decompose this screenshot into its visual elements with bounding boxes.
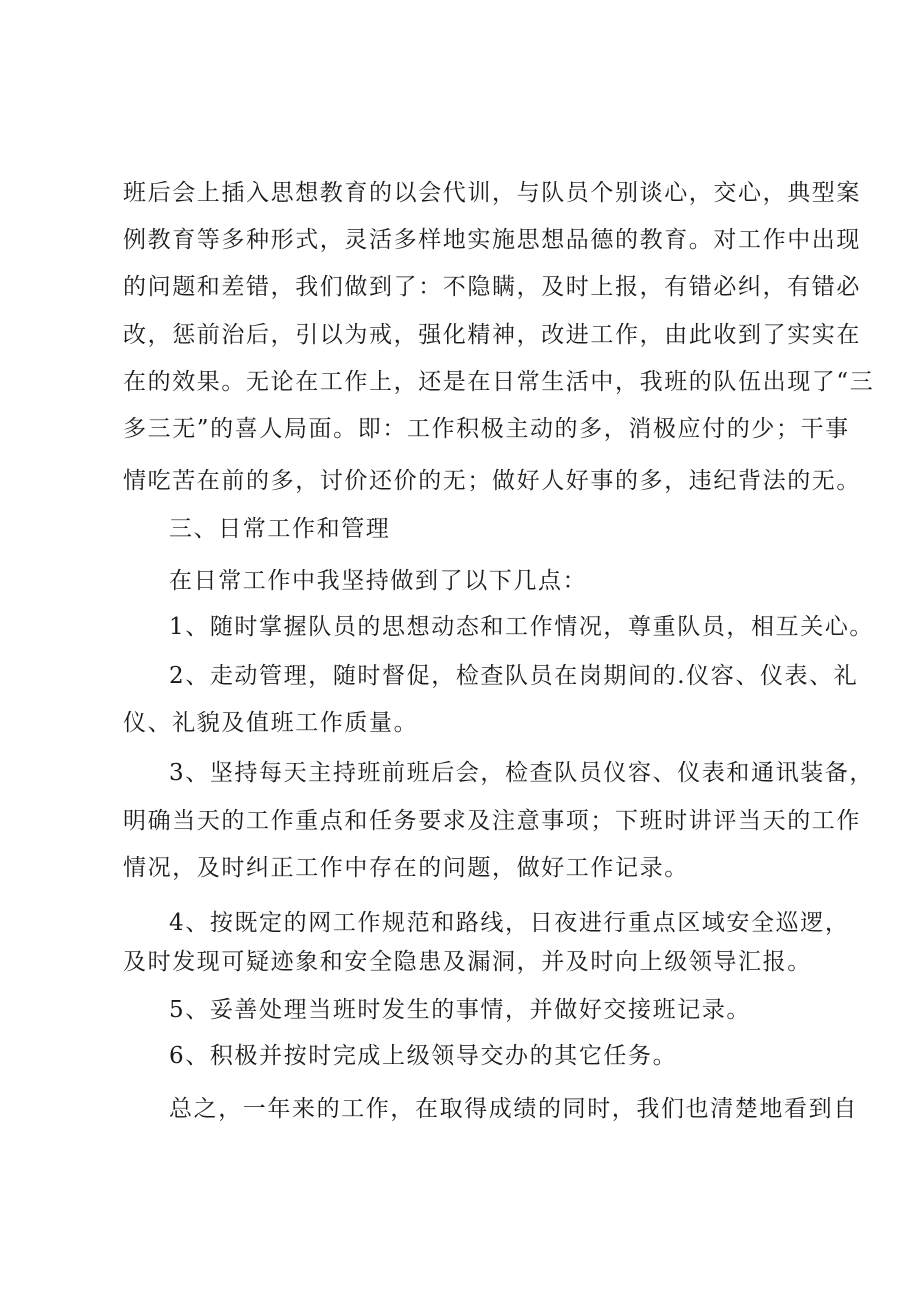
paragraph-line: 改，惩前治后，引以为戒，强化精神，改进工作，由此收到了实实在 <box>123 322 861 348</box>
list-item-continuation: 仪、礼貌及值班工作质量。 <box>123 710 419 736</box>
list-item-continuation: 情况，及时纠正工作中存在的问题，做好工作记录。 <box>123 855 689 881</box>
paragraph-line: 多三无”的喜人局面。即：工作积极主动的多，消极应付的少；干事 <box>123 416 850 442</box>
paragraph-line: 情吃苦在前的多，讨价还价的无；做好人好事的多，违纪背法的无。 <box>123 468 861 494</box>
list-item: 4、按既定的网工作规范和路线，日夜进行重点区域安全巡逻， <box>169 910 850 936</box>
list-item-continuation: 明确当天的工作重点和任务要求及注意事项；下班时讲评当天的工作 <box>123 808 861 834</box>
list-item: 5、妥善处理当班时发生的事情，并做好交接班记录。 <box>169 997 752 1023</box>
paragraph-line: 在的效果。无论在工作上，还是在日常生活中，我班的队伍出现了“三 <box>123 369 875 395</box>
list-item: 3、坚持每天主持班前班后会，检查队员仪容、仪表和通讯装备， <box>169 760 875 786</box>
paragraph-line: 例教育等多种形式，灵活多样地实施思想品德的教育。对工作中出现 <box>123 227 861 253</box>
list-item: 2、走动管理，随时督促，检查队员在岗期间的.仪容、仪表、礼 <box>169 663 859 689</box>
paragraph-line: 班后会上插入思想教育的以会代训，与队员个别谈心，交心，典型案 <box>123 180 861 206</box>
paragraph-line: 的问题和差错，我们做到了：不隐瞒，及时上报，有错必纠，有错必 <box>123 274 861 300</box>
list-item: 1、随时掌握队员的思想动态和工作情况，尊重队员，相互关心。 <box>169 614 875 640</box>
paragraph-line: 在日常工作中我坚持做到了以下几点： <box>169 568 588 594</box>
list-item-continuation: 及时发现可疑迹象和安全隐患及漏洞，并及时向上级领导汇报。 <box>123 949 812 975</box>
list-item: 6、积极并按时完成上级领导交办的其它任务。 <box>169 1043 678 1069</box>
section-heading: 三、日常工作和管理 <box>169 516 391 542</box>
paragraph-line: 总之，一年来的工作，在取得成绩的同时，我们也清楚地看到自 <box>169 1096 858 1122</box>
